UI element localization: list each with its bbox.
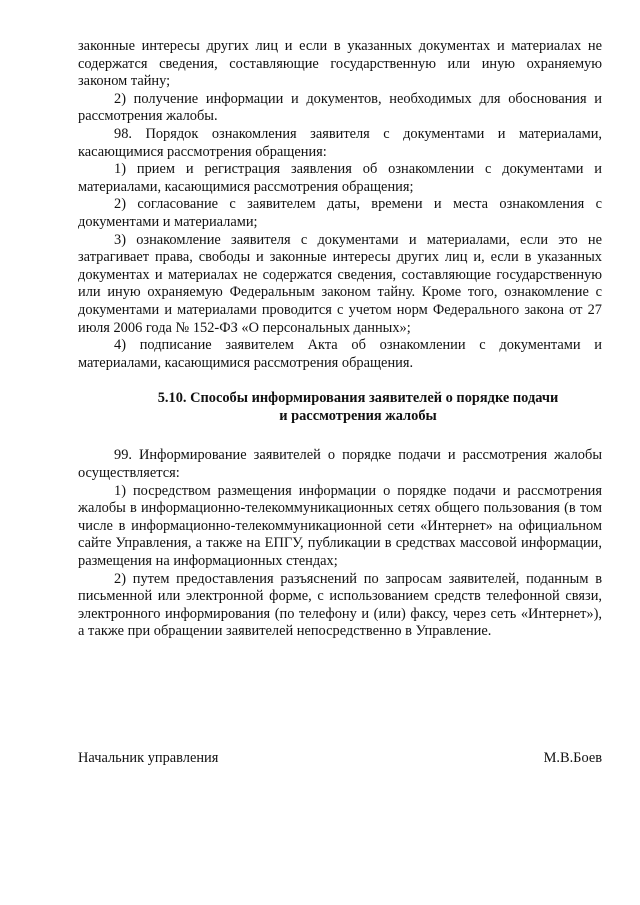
section-heading-line-1: 5.10. Способы информирования заявителей о порядке подачи [157,390,559,407]
signature-name: М.В.Боев [543,750,602,766]
paragraph-98-item-3: 3) ознакомление заявителя с документами и материалами, если это не затрагивает права, свободы и законные интересы других лиц и, если в указанных документах и материалах не содержатся сведения, составляющие государственную или иную охраняемую Федеральным законом тайну. Кроме того, ознакомление с документами и материалами проводится с учетом норм Федерального закона от 27 июля 2006 года № 152-ФЗ «О персональных данных»; [78,231,602,336]
section-heading-line-2: и рассмотрения жалобы [279,407,437,424]
paragraph-98-item-2: 2) согласование с заявителем даты, времени и места ознакомления с документами и материалами; [78,196,602,230]
paragraph-98: 98. Порядок ознакомления заявителя с документами и материалами, касающимися рассмотрения обращения: [78,125,602,160]
paragraph-98-item-4: 4) подписание заявителем Акта об ознакомлении с документами и материалами, касающимися рассмотрения обращения. [78,337,602,371]
signature-position: Начальник управления [78,750,219,766]
document-page [78,38,602,641]
section-heading-5-10 [78,390,602,425]
signature-block [78,750,602,768]
paragraph-98-item-1: 1) прием и регистрация заявления об ознакомлении с документами и материалами, касающимися рассмотрения обращения; [78,161,602,195]
paragraph-item-2-obtaining-info: 2) получение информации и документов, необходимых для обоснования и рассмотрения жалобы. [78,90,602,125]
paragraph-continuation: законные интересы других лиц и если в указанных документах и материалах не содержатся сведения, составляющие государственную или иную охраняемую законом тайну; [78,38,602,90]
paragraph-99-item-1: 1) посредством размещения информации о порядке подачи и рассмотрения жалобы в информационно-телекоммуникационных сетях общего пользования (в том числе в информационно-телекоммуникационной сети «Интернет» на официальном сайте Управления, а также на ЕПГУ, публикации в средствах массовой информации, размещения на информационных стендах; [78,482,602,570]
paragraph-99-item-2: 2) путем предоставления разъяснений по запросам заявителей, поданным в письменной или электронной форме, с использованием средств телефонной связи, электронного информирования (по телефону и (или) факсу, через сеть «Интернет»), а также при обращении заявителей непосредственно в Управление. [78,570,602,640]
paragraph-99: 99. Информирование заявителей о порядке подачи и рассмотрения жалобы осуществляется: [78,447,602,482]
